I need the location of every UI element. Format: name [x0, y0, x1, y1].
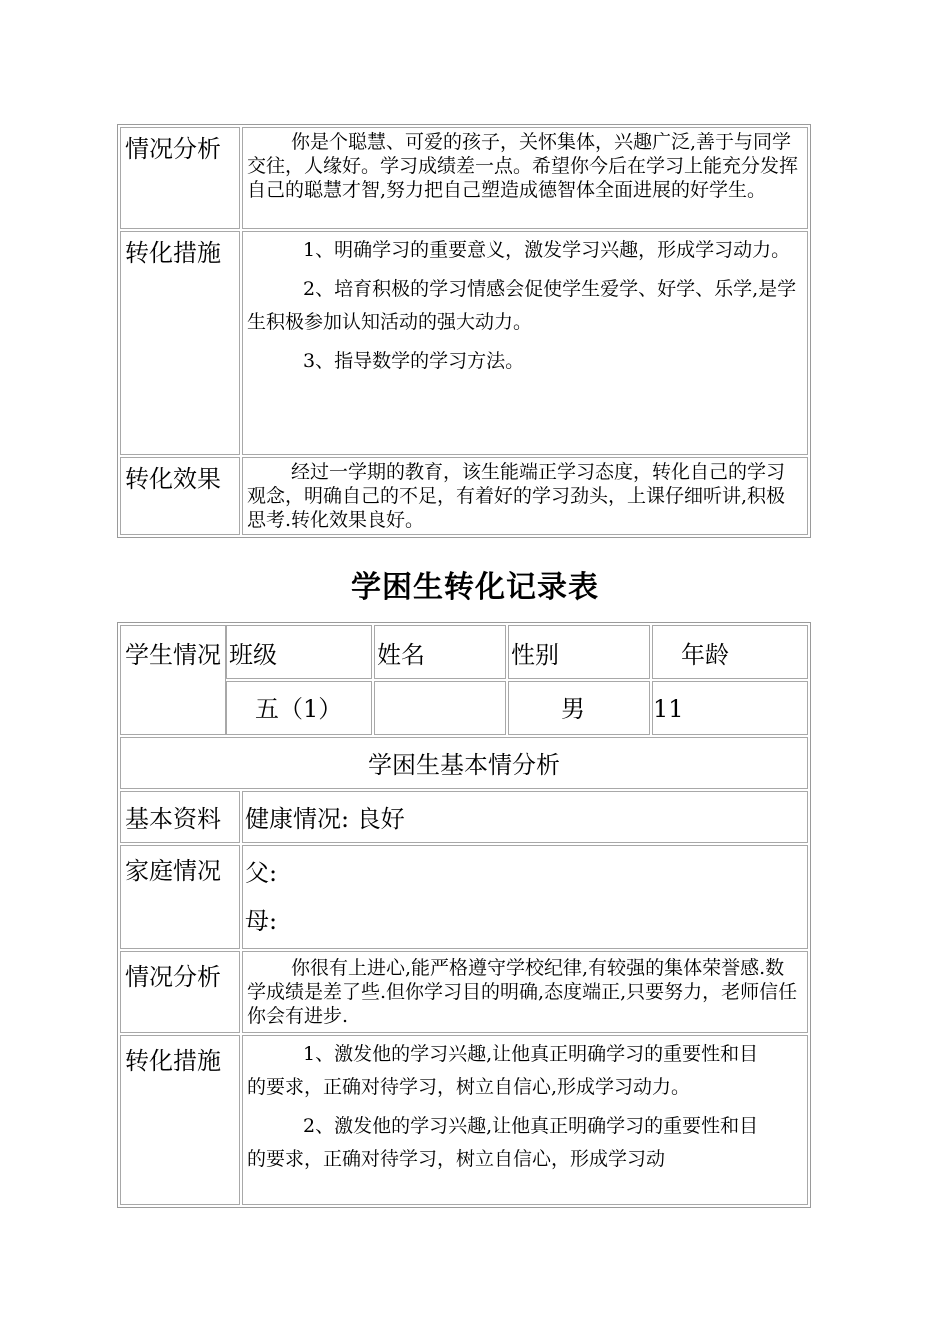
header-name: 姓名: [374, 625, 506, 679]
header-gender: 性别: [508, 625, 650, 679]
value-name: [374, 681, 506, 735]
record-table-1: [117, 124, 811, 538]
transformation-effect-paragraph: 经过一学期的教育，该生能端正学习态度，转化自己的学习观念，明确自己的不足，有着好的学习劲头，上课仔细听讲,积极思考.转化效果良好。: [247, 461, 786, 531]
label-basic-info: 基本资料: [120, 791, 240, 843]
transformation-measures-content: [242, 231, 808, 455]
value-gender: 男: [508, 681, 650, 735]
label-transformation-measures: 转化措施: [120, 231, 240, 455]
transformation-measures-content-2: [242, 1035, 808, 1205]
measure-item: 2、激发他的学习兴趣,让他真正明确学习的重要性和目的要求，正确对待学习，树立自信心，形成学习动: [247, 1115, 759, 1170]
label-transformation-measures-2: 转化措施: [120, 1035, 240, 1205]
label-situation-analysis: 情况分析: [120, 127, 240, 229]
basic-info-text: 健康情况: 良好: [242, 791, 808, 843]
label-family-situation: 家庭情况: [120, 845, 240, 949]
father-field: 父:: [245, 859, 278, 887]
mother-field: 母:: [245, 907, 278, 935]
record-table-2: [117, 622, 811, 1208]
situation-analysis-text: [242, 127, 808, 229]
section-title-basic-analysis: 学困生基本情分析: [120, 737, 808, 789]
measure-item: 3、指导数学的学习方法。: [303, 350, 525, 372]
value-age: 11: [652, 681, 808, 735]
situation-analysis-paragraph-2: 你很有上进心,能严格遵守学校纪律,有较强的集体荣誉感.数学成绩是差了些.但你学习目的明确,态度端正,只要努力，老师信任你会有进步.: [247, 957, 798, 1027]
header-age: 年龄: [652, 625, 808, 679]
measure-item: 1、明确学习的重要意义，激发学习兴趣，形成学习动力。: [303, 239, 791, 261]
situation-analysis-paragraph: 你是个聪慧、可爱的孩子，关怀集体，兴趣广泛,善于与同学交往，人缘好。学习成绩差一点。希望你今后在学习上能充分发挥自己的聪慧才智,努力把自己塑造成德智体全面进展的好学生。: [247, 131, 799, 201]
label-transformation-effect: 转化效果: [120, 457, 240, 535]
transformation-effect-text: [242, 457, 808, 535]
header-class: 班级: [226, 625, 372, 679]
situation-analysis-text-2: [242, 951, 808, 1033]
measure-item: 1、激发他的学习兴趣,让他真正明确学习的重要性和目的要求，正确对待学习，树立自信心,形成学习动力。: [247, 1043, 759, 1098]
measure-item: 2、培育积极的学习情感会促使学生爱学、好学、乐学,是学生积极参加认知活动的强大动力。: [247, 278, 797, 333]
family-situation-content: [242, 845, 808, 949]
page-title: 学困生转化记录表: [351, 570, 599, 605]
label-student-info: 学生情况: [120, 625, 226, 735]
label-situation-analysis-2: 情况分析: [120, 951, 240, 1033]
value-class: 五（1）: [226, 681, 372, 735]
